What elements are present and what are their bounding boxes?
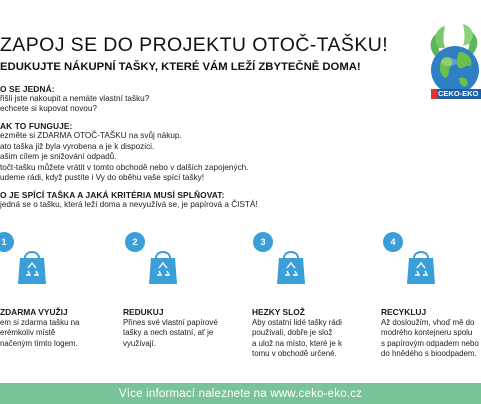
section-heading-how: AK TO FUNGUJE: <box>0 121 73 131</box>
step-text-line: Přines své vlastní papírové <box>123 318 218 327</box>
step-text-line: modrého kontejneru spolu <box>381 328 473 337</box>
recycle-bag-icon <box>15 246 49 286</box>
section-how-line: udeme rádi, když pustíte i Vy do oběhu vaše spící tašky! <box>0 173 205 182</box>
step-text-line: Aby ostatní lidé tašky rádi <box>252 318 342 327</box>
step-text-line: tomu v obchodě určené. <box>252 349 337 358</box>
step-text-line: do hnědého s bioodpadem. <box>381 349 477 358</box>
section-heading-what: O SE JEDNÁ: <box>0 84 55 94</box>
section-what-line: echcete si kupovat novou? <box>0 104 97 113</box>
step-text-line: Až dosloužím, vhoď mě do <box>381 318 475 327</box>
step-number-badge: 4 <box>383 232 403 252</box>
section-how-line: točt-tašku můžete vrátit v tomto obchodě nebo v dalších zapojených. <box>0 163 249 172</box>
section-how-line: ašim cílem je snižování odpadů. <box>0 152 117 161</box>
step-text-line: erémkoliv místě <box>0 328 56 337</box>
step-text-line: načeným tímto logem. <box>0 339 78 348</box>
section-criteria-line: jedná se o tašku, která leží doma a nevyužívá se, je papírová a ČISTÁ! <box>0 200 258 209</box>
step-text-line: tašky a nech ostatní, ať je <box>123 328 214 337</box>
page-subtitle: EDUKUJTE NÁKUPNÍ TAŠKY, KTERÉ VÁM LEŽÍ ZBYTEČNĚ DOMA! <box>0 61 361 73</box>
step-text-line: a ulož na místo, které je k <box>252 339 342 348</box>
step-number-badge: 3 <box>253 232 273 252</box>
step-title: REDUKUJ <box>123 307 164 317</box>
step-text-line: em si zdarma tašku na <box>0 318 80 327</box>
step-title: HEZKY SLOŽ <box>252 307 305 317</box>
step-number-badge: 2 <box>125 232 145 252</box>
section-heading-criteria: O JE SPÍCÍ TAŠKA A JAKÁ KRITÉRIA MUSÍ SPLŇOVAT: <box>0 190 225 200</box>
footer-text: Více informací naleznete na www.ceko-eko.cz <box>118 387 363 400</box>
recycle-bag-icon <box>146 246 180 286</box>
step-text-line: používali, dobře je slož <box>252 328 333 337</box>
page-title: ZAPOJ SE DO PROJEKTU OTOČ-TAŠKU! <box>0 34 389 56</box>
step-text-line: s papírovým odpadem nebo <box>381 339 479 348</box>
section-what-line: řišli jste nakoupit a nemáte vlastní tašku? <box>0 94 150 103</box>
section-how-line: ezměte si ZDARMA OTOČ-TAŠKU na svůj nákup. <box>0 131 182 140</box>
step-title: RECYKLUJ <box>381 307 427 317</box>
step-number-badge: 1 <box>0 232 14 252</box>
logo-text: CEKO-EKO <box>438 89 479 98</box>
step-text-line: využívají. <box>123 339 156 348</box>
section-how-line: ato taška již byla vyrobena a je k dispozici. <box>0 142 155 151</box>
recycle-bag-icon <box>274 246 308 286</box>
footer-bar <box>0 383 481 404</box>
ceko-eko-logo <box>425 18 481 102</box>
step-title: ZDARMA VYUŽIJ <box>0 307 68 317</box>
recycle-bag-icon <box>404 246 438 286</box>
